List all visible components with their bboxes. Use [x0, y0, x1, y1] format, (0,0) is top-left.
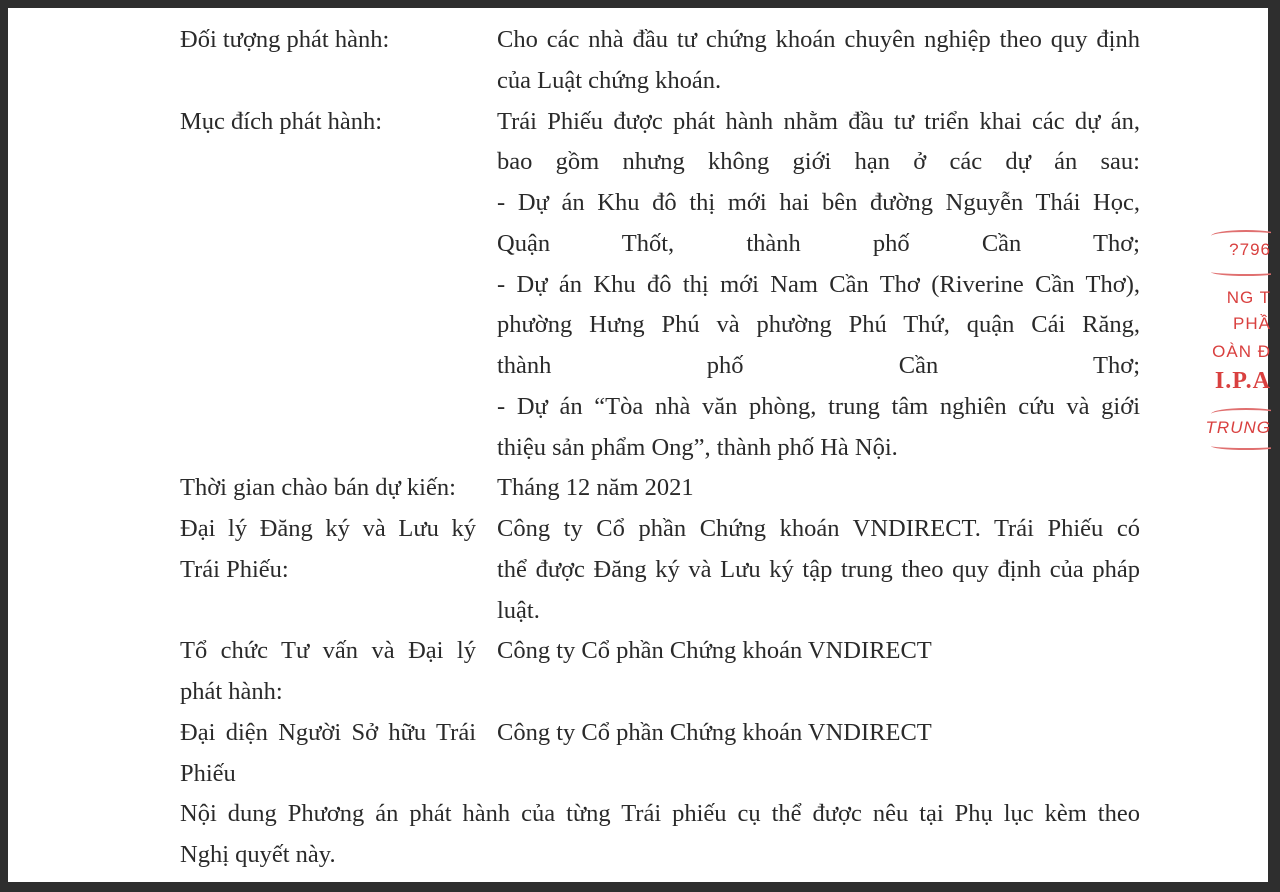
field-value: [497, 102, 1140, 469]
field-row: [180, 468, 1140, 509]
field-label-line: Tổ chức Tư vấn và Đại lý: [180, 637, 476, 665]
field-row: [180, 509, 1140, 631]
field-value-line: bao gồm nhưng không giới hạn ở các dự án sau:: [497, 148, 1140, 176]
field-value-line: luật.: [497, 596, 540, 624]
field-value-line: Tháng 12 năm 2021: [497, 474, 694, 502]
field-value-line: của Luật chứng khoán.: [497, 66, 722, 94]
field-row: [180, 20, 1140, 102]
field-value-line: Cho các nhà đầu tư chứng khoán chuyên nghiệp theo quy định: [497, 26, 1140, 53]
document-body: [180, 20, 1140, 876]
field-value-line: thể được Đăng ký và Lưu ký tập trung theo quy định của pháp: [497, 555, 1140, 583]
field-row: [180, 102, 1140, 469]
field-value-line: - Dự án Khu đô thị mới hai bên đường Nguyễn Thái Học,: [497, 189, 1140, 216]
field-value-line: Công ty Cổ phần Chứng khoán VNDIRECT: [497, 718, 932, 746]
field-label-line: Thời gian chào bán dự kiến:: [180, 474, 456, 502]
field-value-line: - Dự án Khu đô thị mới Nam Cần Thơ (Riverine Cần Thơ),: [497, 270, 1140, 298]
field-value: [497, 509, 1140, 631]
field-value: [497, 20, 1140, 102]
field-value-line: Công ty Cổ phần Chứng khoán VNDIRECT: [497, 637, 932, 665]
field-label-line: Đối tượng phát hành:: [180, 26, 390, 53]
field-value-line: - Dự án “Tòa nhà văn phòng, trung tâm nghiên cứu và giới: [497, 392, 1140, 420]
field-label: [180, 468, 476, 509]
field-value: [497, 468, 1140, 509]
field-label: [180, 713, 476, 795]
field-label-line: Mục đích phát hành:: [180, 107, 383, 135]
field-row: [180, 631, 1140, 713]
field-value-line: thiệu sản phẩm Ong”, thành phố Hà Nội.: [497, 433, 898, 461]
field-label-line: Phiếu: [180, 759, 236, 787]
field-label: [180, 102, 476, 469]
document-page: [8, 8, 1271, 882]
field-label: [180, 20, 476, 102]
field-value-line: Quận Thốt, thành phố Cần Thơ;: [497, 229, 1140, 257]
field-value: [497, 713, 1140, 795]
red-company-stamp: ?796 NG T PHẦ OÀN Đ I.P.A TRUNG: [1201, 218, 1271, 458]
field-row: [180, 713, 1140, 795]
closing-line: Nội dung Phương án phát hành của từng Trái phiếu cụ thể được nêu tại Phụ lục kèm theo: [180, 800, 1140, 828]
field-value-line: Công ty Cổ phần Chứng khoán VNDIRECT. Trái Phiếu có: [497, 515, 1140, 542]
field-label-line: Đại lý Đăng ký và Lưu ký: [180, 515, 476, 542]
field-label: [180, 631, 476, 713]
closing-line: Nghị quyết này.: [180, 841, 336, 868]
field-label: [180, 509, 476, 631]
field-label-line: phát hành:: [180, 678, 283, 705]
field-value: [497, 631, 1140, 713]
closing-paragraph: [180, 794, 1140, 876]
field-value-line: thành phố Cần Thơ;: [497, 352, 1140, 379]
field-label-line: Đại diện Người Sở hữu Trái: [180, 718, 476, 746]
field-value-line: Trái Phiếu được phát hành nhằm đầu tư triển khai các dự án,: [497, 107, 1140, 135]
field-label-line: Trái Phiếu:: [180, 555, 289, 583]
field-value-line: phường Hưng Phú và phường Phú Thứ, quận Cái Răng,: [497, 311, 1140, 339]
